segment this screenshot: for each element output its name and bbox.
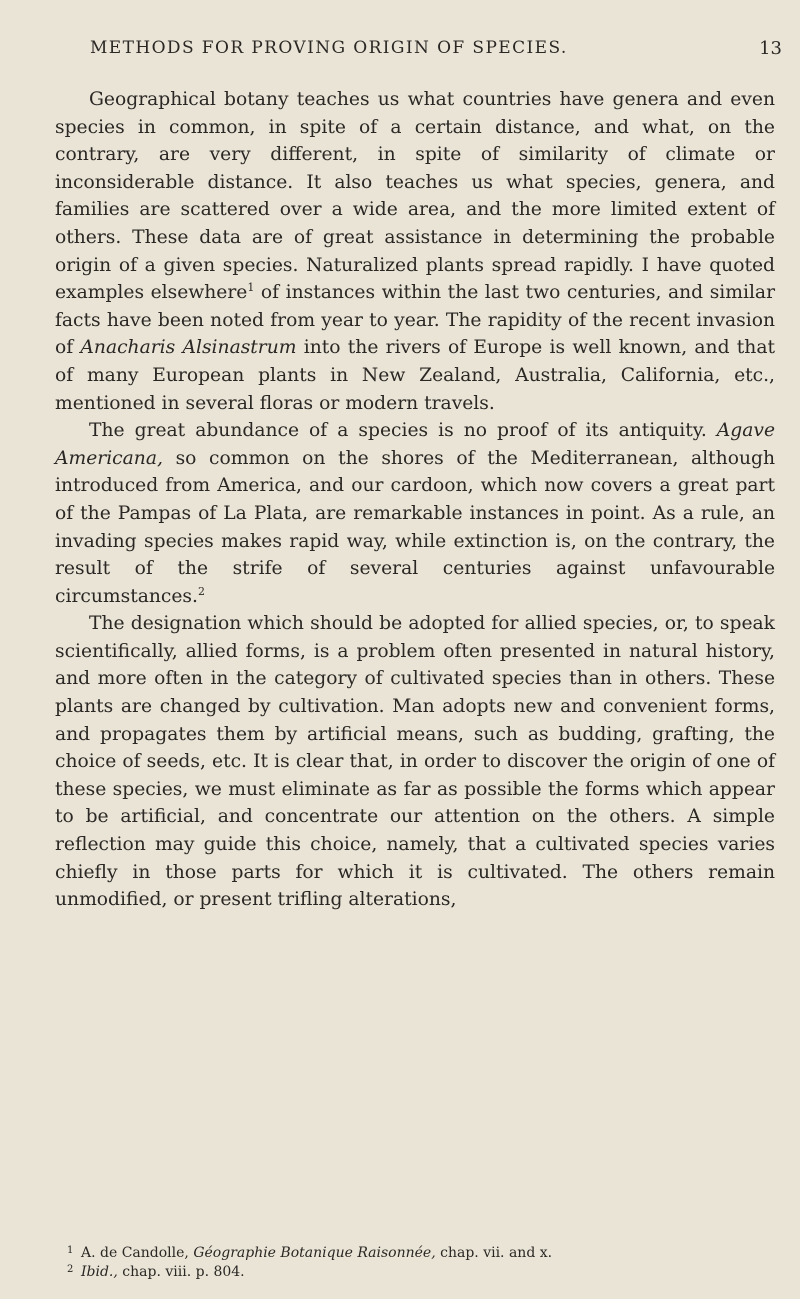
italic-text: Géographie Botanique Raisonnée,: [193, 1245, 436, 1261]
running-head: [0, 38, 800, 68]
footnote-reference: 1: [247, 281, 255, 295]
text-run: The great abundance of a species is no proof of its antiquity.: [89, 420, 717, 442]
paragraph: [55, 610, 775, 914]
italic-text: Ibid.,: [81, 1264, 118, 1280]
footnotes: [55, 1244, 775, 1282]
text-run: chap. viii. p. 804.: [117, 1264, 245, 1280]
text-run: so common on the shores of the Mediterranean, although introduced from America, and our cardoon, which now covers a great part of the Pampas of La Plata, are remarkable instances in point. As a rule, an invading species makes rapid way, while extinction is, on the contrary, the result of the strife of several centuries against unfavourable circumstances.: [55, 447, 775, 607]
text-run: chap. vii. and x.: [435, 1245, 553, 1261]
paragraph: [55, 417, 775, 610]
paragraph: [55, 86, 775, 417]
running-title: METHODS FOR PROVING ORIGIN OF SPECIES.: [90, 38, 568, 58]
page-number: 13: [759, 38, 782, 59]
body-text: [55, 86, 775, 914]
footnote-reference: 2: [197, 584, 205, 598]
footnote-mark: 2: [67, 1264, 74, 1275]
text-run: The designation which should be adopted for allied species, or, to speak scientifically, allied forms, is a problem often presented in natural history, and more often in the category of cultivated species than in others. These plants are changed by cultivation. Man adopts new and convenient forms, and propagates them by artificial means, such as budding, grafting, the choice of seeds, etc. It is clear that, in order to discover the origin of one of these species, we must eliminate as far as possible the forms which appear to be artificial, and concentrate our attention on the others. A simple reflection may guide this choice, namely, that a cultivated species varies chiefly in those parts for which it is cultivated. The others remain unmodified, or present trifling alterations,: [55, 613, 775, 911]
footnote: [55, 1244, 775, 1263]
text-run: Geographical botany teaches us what countries have genera and even species in common, in spite of a certain distance, and what, on the contrary, are very different, in spite of similarity of climate or inconsiderable distance. It also teaches us what species, genera, and families are scattered over a wide area, and the more limited extent of others. These data are of great assistance in determining the probable origin of a given species. Naturalized plants spread rapidly. I have quoted examples elsewhere: [55, 89, 775, 304]
italic-text: Agave Americana,: [55, 420, 775, 469]
footnote-mark: 1: [67, 1245, 74, 1256]
text-run: of instances within the last two centuries, and similar facts have been noted from year to year. The rapidity of the recent invasion of: [55, 282, 776, 359]
italic-text: Anacharis Alsinastrum: [80, 337, 297, 359]
text-run: into the rivers of Europe is well known, and that of many European plants in New Zealand, Australia, California, etc., mentioned in several floras or modern travels.: [55, 337, 775, 414]
text-run: A. de Candolle,: [81, 1245, 194, 1261]
footnote: [55, 1263, 775, 1282]
